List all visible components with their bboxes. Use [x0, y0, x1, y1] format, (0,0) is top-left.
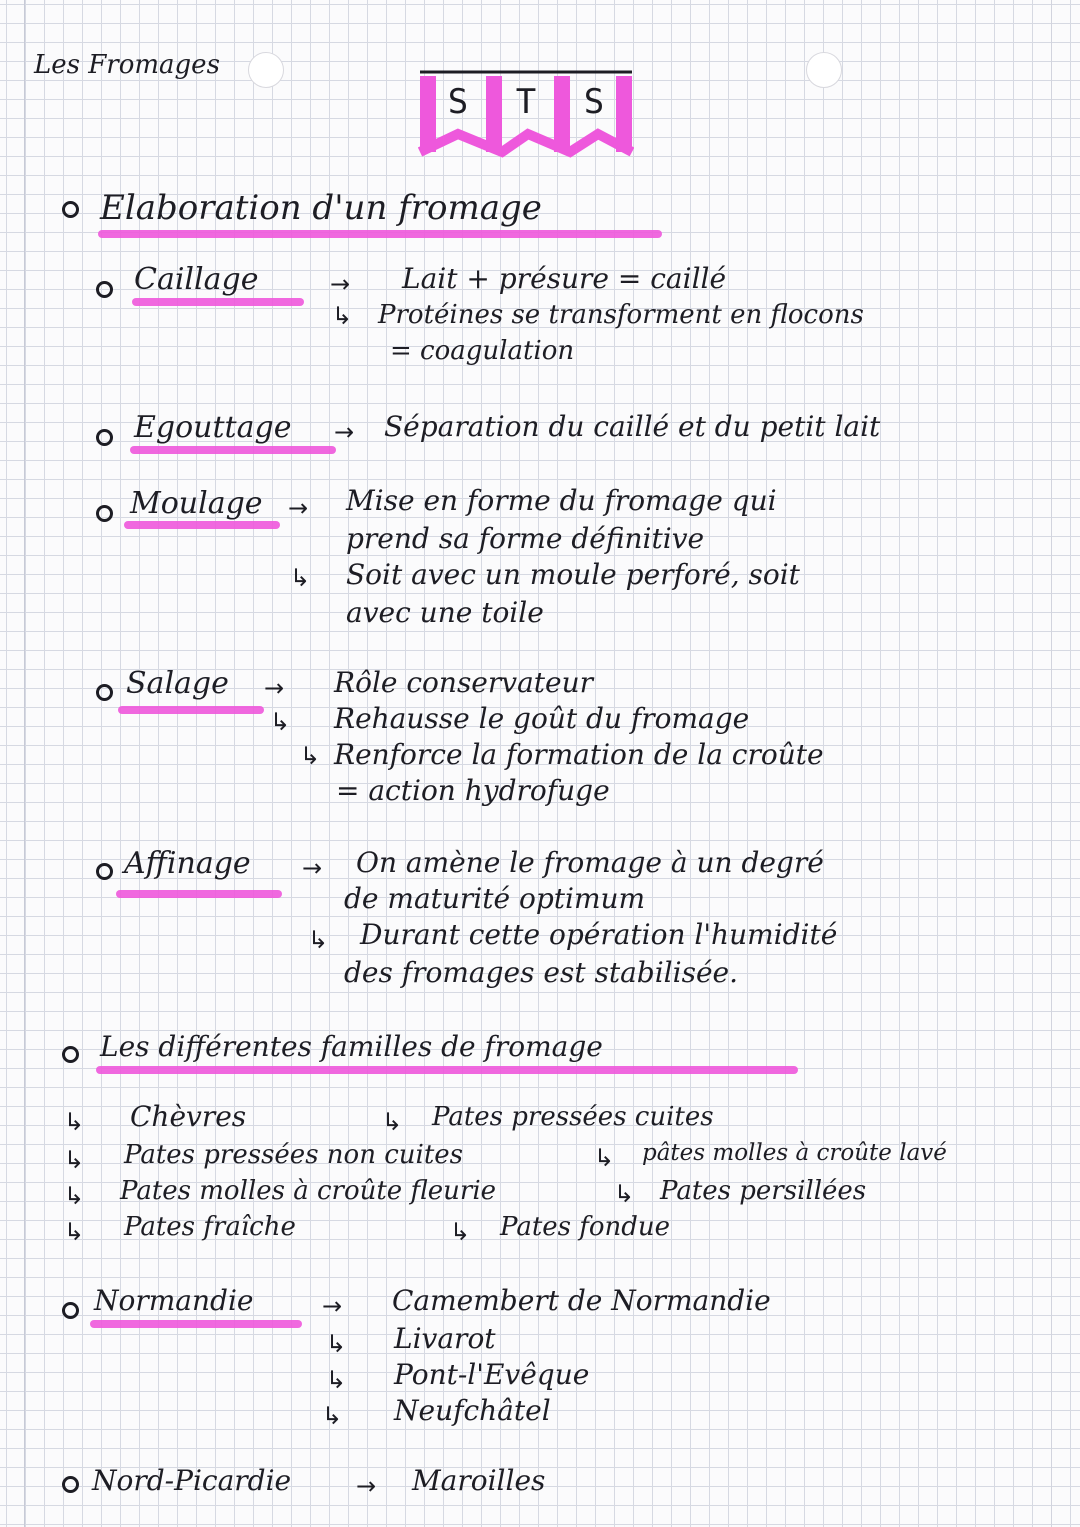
heading-underline [96, 1066, 798, 1074]
arrow-icon: → [356, 1472, 377, 1500]
step-sub: = coagulation [390, 336, 575, 366]
family-item: Pates pressées cuites [432, 1102, 714, 1132]
region-name: Nord-Picardie [92, 1464, 292, 1497]
bullet-icon [62, 1046, 79, 1063]
step-sub: Protéines se transforment en flocons [378, 300, 864, 330]
step-main-2: de maturité optimum [344, 882, 646, 915]
banner-letter: S [447, 82, 469, 122]
sub-arrow-icon: ↳ [594, 1144, 615, 1172]
family-item: Pates persillées [660, 1176, 867, 1206]
arrow-icon: → [288, 494, 309, 522]
step-main: On amène le fromage à un degré [356, 846, 824, 879]
arrow-icon: → [322, 1292, 343, 1320]
sub-arrow-icon: ↳ [308, 926, 329, 954]
section-heading: Elaboration d'un fromage [100, 188, 542, 228]
punch-hole [806, 52, 842, 88]
punch-hole [248, 52, 284, 88]
bullet-icon [96, 505, 113, 522]
family-item: Chèvres [130, 1100, 247, 1133]
banner-letter: T [515, 82, 537, 122]
step-main: Rôle conservateur [334, 666, 594, 699]
margin-line [24, 0, 25, 1527]
term-underline [116, 890, 282, 898]
sub-arrow-icon: ↳ [450, 1218, 471, 1246]
region-cheese: Maroilles [412, 1464, 546, 1497]
region-underline [90, 1320, 302, 1328]
step-main: Séparation du caillé et du petit lait [384, 410, 881, 443]
sts-banner [418, 68, 634, 158]
step-sub: des fromages est stabilisée. [344, 956, 738, 989]
sub-arrow-icon: ↳ [270, 708, 291, 736]
bullet-icon [96, 684, 113, 701]
bullet-icon [96, 429, 113, 446]
term-underline [132, 298, 304, 306]
step-sub: Soit avec un moule perforé, soit [346, 558, 800, 591]
arrow-icon: → [334, 418, 355, 446]
family-item: Pates fraîche [124, 1212, 296, 1242]
region-cheese: Livarot [394, 1322, 496, 1355]
arrow-icon: → [302, 854, 323, 882]
sub-arrow-icon: ↳ [64, 1218, 85, 1246]
term-underline [118, 706, 264, 714]
step-sub: Durant cette opération l'humidité [360, 918, 838, 951]
sub-arrow-icon: ↳ [382, 1108, 403, 1136]
region-name: Normandie [94, 1284, 254, 1317]
family-item: pâtes molles à croûte lavé [642, 1140, 947, 1166]
arrow-icon: → [330, 270, 351, 298]
step-main: Lait + présure = caillé [402, 262, 727, 295]
family-item: Pates fondue [500, 1212, 671, 1242]
bullet-icon [62, 1302, 79, 1319]
sub-arrow-icon: ↳ [322, 1402, 343, 1430]
bullet-icon [62, 201, 79, 218]
bullet-icon [96, 863, 113, 880]
step-term: Moulage [130, 486, 263, 521]
sub-arrow-icon: ↳ [332, 302, 353, 330]
heading-underline [98, 230, 662, 238]
section-heading: Les différentes familles de fromage [100, 1030, 603, 1063]
sub-arrow-icon: ↳ [290, 564, 311, 592]
family-item: Pates molles à croûte fleurie [120, 1176, 497, 1206]
bullet-icon [62, 1476, 79, 1493]
sub-arrow-icon: ↳ [326, 1366, 347, 1394]
sub-arrow-icon: ↳ [326, 1330, 347, 1358]
step-sub: Rehausse le goût du fromage [334, 702, 750, 735]
sub-arrow-icon: ↳ [300, 742, 321, 770]
edge-line [1051, 0, 1052, 1527]
step-main-2: prend sa forme définitive [346, 522, 705, 555]
banner-letter: S [583, 82, 605, 122]
step-sub: = action hydrofuge [336, 774, 610, 807]
step-term: Salage [126, 666, 229, 701]
arrow-icon: → [264, 674, 285, 702]
region-cheese: Pont-l'Evêque [394, 1358, 590, 1391]
region-cheese: Camembert de Normandie [392, 1284, 771, 1317]
sub-arrow-icon: ↳ [64, 1108, 85, 1136]
term-underline [124, 521, 280, 529]
step-sub: Renforce la formation de la croûte [334, 738, 824, 771]
step-term: Caillage [134, 262, 259, 297]
term-underline [130, 446, 336, 454]
bullet-icon [96, 281, 113, 298]
region-cheese: Neufchâtel [394, 1394, 551, 1427]
sub-arrow-icon: ↳ [614, 1180, 635, 1208]
page-title: Les Fromages [34, 50, 220, 80]
family-item: Pates pressées non cuites [124, 1140, 464, 1170]
step-term: Affinage [124, 846, 251, 881]
step-main: Mise en forme du fromage qui [346, 484, 777, 517]
sub-arrow-icon: ↳ [64, 1182, 85, 1210]
step-term: Egouttage [134, 410, 292, 445]
step-sub: avec une toile [346, 596, 544, 629]
sub-arrow-icon: ↳ [64, 1146, 85, 1174]
